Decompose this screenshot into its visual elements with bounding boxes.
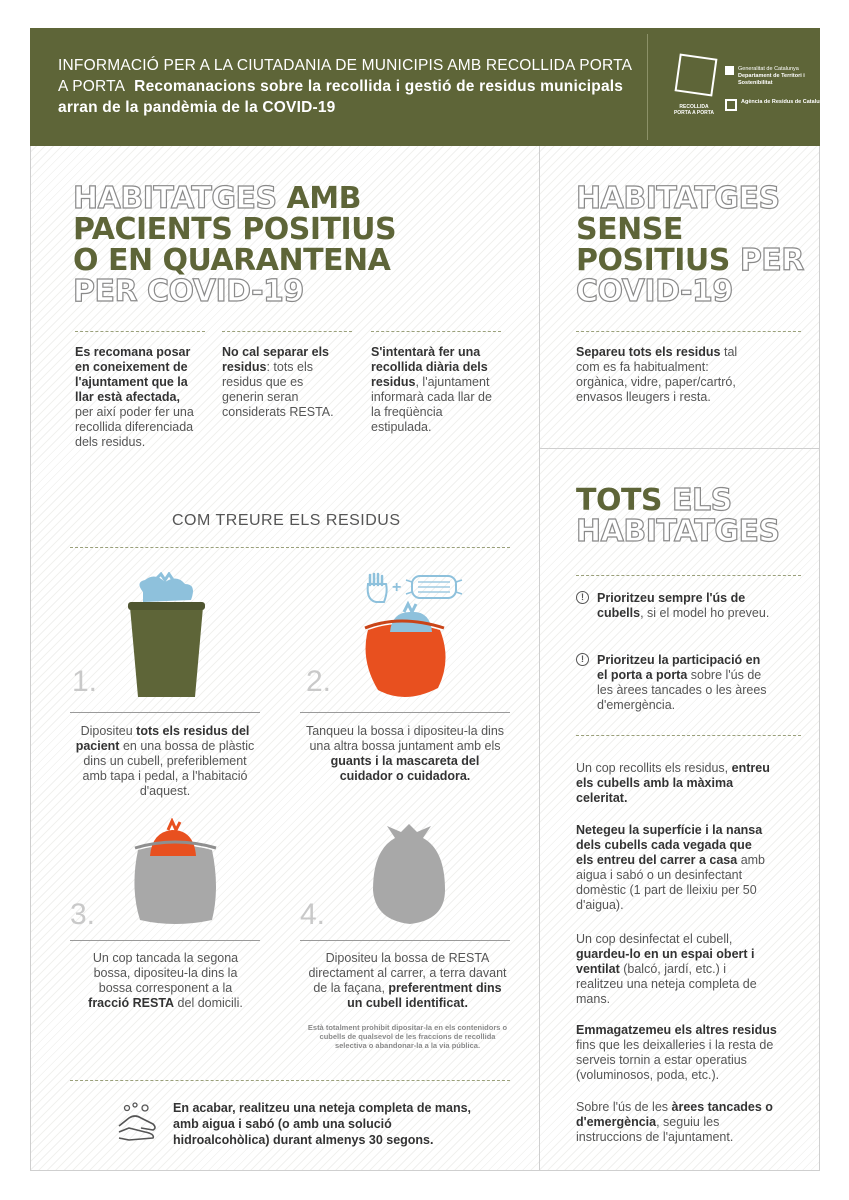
right-separate-text: Separeu tots els residus tal com es fa habitualment: orgànica, vidre, paper/cartró, envasos lleugers i resta. bbox=[576, 345, 738, 404]
svg-text:+: + bbox=[392, 579, 402, 596]
right-mid-dash bbox=[576, 735, 801, 736]
step1-number: 1. bbox=[72, 665, 98, 698]
howto-line bbox=[70, 547, 510, 548]
porta-a-porta-logo bbox=[673, 56, 715, 136]
left-title: HABITATGES AMB PACIENTS POSITIUS O EN QUARANTENA PER COVID-19 bbox=[73, 181, 397, 309]
bag-in-grey-bag-icon bbox=[130, 818, 220, 928]
col1-dash bbox=[75, 331, 205, 332]
right-title: HABITATGES SENSE POSITIUS PER COVID-19 bbox=[576, 181, 804, 309]
right-dash bbox=[576, 331, 801, 332]
step2-number: 2. bbox=[306, 665, 332, 698]
warning-1-text: Prioritzeu sempre l'ús de cubells, si el model ho preveu. bbox=[597, 591, 770, 620]
right-section-divider bbox=[540, 448, 820, 449]
prohibition-note: Està totalment prohibit dipositar-la en els contenidors o cubells de qualsevol de les fraccions de recollida selectiva o abandonar-la a la via pública. bbox=[307, 1023, 508, 1050]
header-divider bbox=[647, 34, 648, 140]
subtitle-bold: Recomanacions sobre la recollida i gestió de residus municipals arran de la pandèmia de la COVID-19 bbox=[58, 78, 624, 116]
step4-text: Dipositeu la bossa de RESTA directament al carrer, a terra davant de la façana, preferentment dins un cubell identificat. bbox=[308, 951, 507, 1010]
step2-text: Tanqueu la bossa i dipositeu-la dins una altra bossa juntament amb els guants i la mascareta del cuidador o cuidadora. bbox=[305, 724, 505, 783]
arc-icon bbox=[725, 99, 737, 111]
step3-number: 3. bbox=[70, 898, 96, 931]
bag-in-bag-icon bbox=[360, 570, 470, 705]
arc-text: Agència de Residus de Catalunya bbox=[741, 99, 830, 105]
step1-text: Dipositeu tots els residus del pacient en una bossa de plàstic dins un cubell, preferiblement amb tapa i pedal, a l'habitació d'aquest. bbox=[75, 724, 255, 798]
warning-2-text: Prioritzeu la participació en el porta a porta sobre l'ús de les àrees tancades o les àrees d'emergència. bbox=[597, 653, 767, 712]
government-logos bbox=[725, 66, 835, 123]
right-para-3: Un cop desinfectat el cubell, guardeu-lo en un espai obert i ventilat (balcó, jardí, etc.) i realitzeu una neteja completa de mans. bbox=[576, 932, 757, 1006]
info-col-2: No cal separar els residus: tots els residus que es generin seran considerats RESTA. bbox=[222, 345, 334, 419]
grey-bag-icon bbox=[365, 820, 455, 930]
header-banner bbox=[30, 28, 830, 146]
step1-line bbox=[70, 712, 260, 713]
warning-icon: ! bbox=[576, 591, 589, 604]
subtitle-normal: INFORMACIÓ PER A LA CIUTADANIA DE MUNICIPIS AMB RECOLLIDA PORTA A PORTA bbox=[58, 57, 632, 95]
tots-title: TOTS ELS HABITATGES bbox=[576, 483, 780, 549]
logo-text: RECOLLIDA PORTA A PORTA bbox=[673, 104, 715, 116]
right-para-4: Emmagatzemeu els altres residus fins que les deixalleries i la resta de serveis tornin a estar operatius (voluminosos, poda, etc.). bbox=[576, 1023, 777, 1082]
generalitat-text: Generalitat de Catalunya Departament de Territori i Sostenibilitat bbox=[738, 66, 805, 86]
handwash-icon bbox=[115, 1102, 161, 1142]
right-para-5: Sobre l'ús de les àrees tancades o d'emergència, seguiu les instruccions de l'ajuntament. bbox=[576, 1100, 773, 1144]
col3-dash bbox=[371, 331, 501, 332]
final-line bbox=[70, 1080, 510, 1081]
box-icon bbox=[675, 54, 718, 97]
tots-dash bbox=[576, 575, 801, 576]
step2-line bbox=[300, 712, 510, 713]
howto-heading: COM TREURE ELS RESIDUS bbox=[172, 512, 401, 529]
right-para-2: Netegeu la superfície i la nansa dels cubells cada vegada que els entreu del carrer a casa amb aigua i sabó o un desinfectant domèstic (1 part de lleixiu per 50 d'aigua). bbox=[576, 823, 766, 912]
col2-dash bbox=[222, 331, 352, 332]
right-para-1: Un cop recollits els residus, entreu els cubells amb la màxima celeritat. bbox=[576, 761, 770, 805]
info-col-1: Es recomana posar en coneixement de l'ajuntament que la llar està afectada, per així poder fer una recollida diferenciada dels residus. bbox=[75, 345, 194, 449]
step3-line bbox=[70, 940, 260, 941]
step4-line bbox=[300, 940, 510, 941]
step4-number: 4. bbox=[300, 898, 326, 931]
generalitat-icon bbox=[725, 66, 734, 75]
info-col-3: S'intentarà fer una recollida diària dels residus, l'ajuntament informarà cada llar de la freqüència estipulada. bbox=[371, 345, 492, 434]
column-divider bbox=[539, 146, 540, 1171]
header-subtitle bbox=[58, 55, 638, 118]
warning-icon: ! bbox=[576, 653, 589, 666]
final-handwash-text: En acabar, realitzeu una neteja completa de mans, amb aigua i sabó (o amb una solució hidroalcohòlica) durant almenys 30 segons. bbox=[173, 1101, 472, 1147]
step3-text: Un cop tancada la segona bossa, dipositeu-la dins la bossa corresponent a la fracció RESTA del domicili. bbox=[88, 951, 243, 1010]
bin-with-bag-icon bbox=[125, 572, 210, 702]
